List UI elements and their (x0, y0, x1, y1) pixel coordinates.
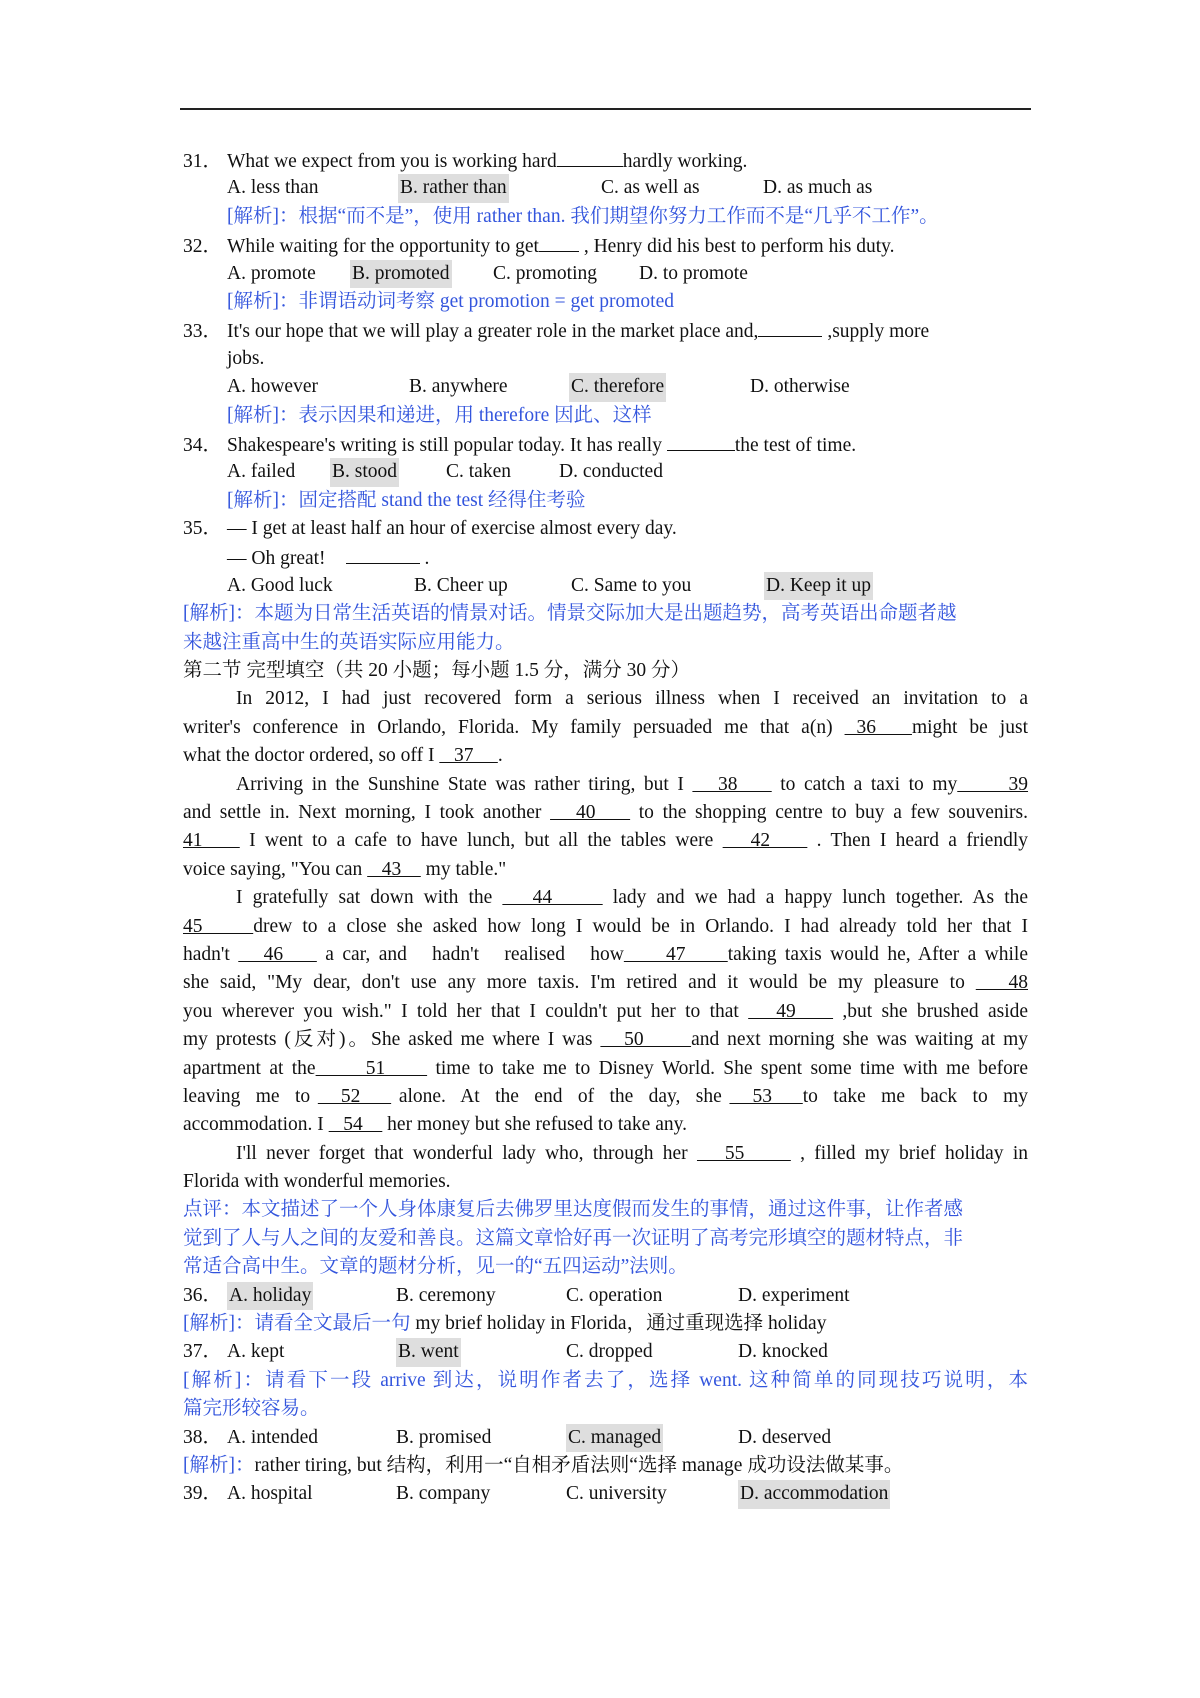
option-c: C. operation (566, 1284, 663, 1306)
question-33-analysis: [解析]：表示因果和递进，用 therefore 因此、这样 (227, 404, 652, 426)
question-number: 39． (183, 1483, 223, 1505)
option-c-correct: C. managed (566, 1424, 663, 1452)
blank-51: 51 (315, 1057, 428, 1079)
blank-52: 52 (317, 1085, 392, 1107)
passage-line: voice saying, "You can 43 my table." (183, 858, 507, 880)
blank-39: 39 (957, 773, 1029, 795)
blank-54: 54 (328, 1114, 383, 1136)
passage-line: 45 drew to a close she asked how long I would be in Orlando. I had already told her that I (183, 915, 1028, 937)
answer-blank (758, 316, 822, 337)
option-d: D. experiment (738, 1284, 850, 1306)
option-b-correct: B. went (396, 1338, 461, 1366)
question-37-analysis-line2: 篇完形较容易。 (183, 1398, 320, 1420)
option-b: B. anywhere (409, 376, 508, 398)
option-b: B. promised (396, 1426, 492, 1448)
option-d: D. as much as (763, 177, 873, 199)
passage-line: what the doctor ordered, so off I 37 . (183, 745, 503, 767)
blank-37: 37 (439, 745, 498, 767)
option-a: A. however (227, 376, 318, 398)
blank-43: 43 (367, 858, 421, 880)
passage-line: leaving me to 52 alone. At the end of the day, she 53 to take me back to my (183, 1085, 1028, 1107)
blank-48: 48 (975, 972, 1029, 994)
passage-line: In 2012, I had just recovered form a serious illness when I received an invitation to a (236, 688, 1028, 710)
blank-49: 49 (748, 1000, 834, 1022)
blank-55: 55 (696, 1142, 791, 1164)
question-35-line1: 35． — I get at least half an hour of exercise almost every day. (183, 518, 677, 540)
question-35-analysis-line2: 来越注重高中生的英语实际应用能力。 (183, 631, 515, 653)
question-37-analysis-line1: [解析]：请看下一段 arrive 到达，说明作者去了，选择 went. 这种简单的同现技巧说明，本 (183, 1369, 1028, 1391)
option-c: C. as well as (601, 177, 700, 199)
comment-line: 点评：本文描述了一个人身体康复后去佛罗里达度假而发生的事情，通过这件事，让作者感 (183, 1199, 964, 1221)
question-34-stem: 34． Shakespeare's writing is still popular today. It has really the test of time. (183, 430, 1028, 458)
answer-blank (539, 231, 579, 252)
passage-line: writer's conference in Orlando, Florida. My family persuaded me that a(n) 36 might be just (183, 716, 1028, 738)
option-a-correct: A. holiday (227, 1282, 313, 1310)
blank-36: 36 (844, 716, 912, 738)
passage-line: my protests (反对)。She asked me where I was 50 and next morning she was waiting at my (183, 1029, 1029, 1051)
comment-line: 常适合高中生。文章的题材分析，见一的“五四运动”法则。 (183, 1256, 688, 1278)
option-d: D. to promote (639, 262, 748, 284)
option-b: B. Cheer up (414, 574, 508, 596)
question-35-line2: — Oh great! . (183, 543, 1028, 571)
blank-45: 45 (183, 915, 254, 937)
passage-line: she said, "My dear, don't use any more taxis. I'm retired and it would be my pleasure to 48 (183, 972, 1029, 994)
option-c: C. Same to you (571, 574, 692, 596)
passage-line: Arriving in the Sunshine State was rather tiring, but I 38 to catch a taxi to my 39 (236, 773, 1029, 795)
blank-44: 44 (502, 887, 603, 909)
question-31-analysis: [解析]：根据“而不是”，使用 rather than. 我们期望你努力工作而不是“几乎不工作”。 (227, 205, 939, 227)
passage-line: I gratefully sat down with the 44 lady and we had a happy lunch together. As the (236, 887, 1029, 909)
question-38-analysis: [解析]：rather tiring, but 结构，利用一“自相矛盾法则“选择 manage 成功设法做某事。 (183, 1454, 904, 1476)
question-34-analysis: [解析]：固定搭配 stand the test 经得住考验 (227, 489, 586, 511)
option-b-correct: B. rather than (398, 174, 509, 202)
question-32-analysis: [解析]：非谓语动词考察 get promotion = get promoted (227, 290, 674, 312)
question-36-options (183, 1282, 1028, 1310)
option-c-correct: C. therefore (569, 373, 666, 401)
blank-38: 38 (692, 773, 772, 795)
passage-line: and settle in. Next morning, I took another 40 to the shopping centre to buy a few souvenirs. (183, 801, 1029, 823)
option-b-correct: B. promoted (350, 260, 452, 288)
option-c: C. university (566, 1483, 667, 1505)
question-31-options (183, 174, 1028, 202)
blank-40: 40 (550, 801, 631, 823)
option-d-correct: D. Keep it up (764, 572, 873, 600)
question-33-stem-cont: jobs. (227, 347, 265, 369)
question-number: 38． (183, 1426, 223, 1448)
option-a: A. failed (227, 461, 296, 483)
comment-line: 觉到了人与人之间的友爱和善良。这篇文章恰好再一次证明了高考完形填空的题材特点，非 (183, 1227, 964, 1249)
blank-50: 50 (600, 1029, 692, 1051)
option-b: B. company (396, 1483, 491, 1505)
blank-41: 41 (183, 830, 240, 852)
question-35-options (183, 572, 1028, 600)
option-d: D. knocked (738, 1341, 828, 1363)
question-33-options (183, 373, 1028, 401)
answer-blank (557, 146, 623, 167)
question-33-stem: 33． It's our hope that we will play a greater role in the market place and, ,supply more (183, 316, 1028, 344)
question-31-stem: 31． What we expect from you is working hard hardly working. (183, 146, 1028, 174)
question-32-stem: 32． While waiting for the opportunity to get , Henry did his best to perform his duty. (183, 231, 1028, 259)
blank-53: 53 (729, 1085, 803, 1107)
header-rule (180, 108, 1031, 110)
option-a: A. Good luck (227, 574, 333, 596)
passage-line: 41 I went to a cafe to have lunch, but all the tables were 42 . Then I heard a friendly (183, 830, 1029, 852)
option-b: B. ceremony (396, 1284, 496, 1306)
option-a: A. promote (227, 262, 316, 284)
blank-47: 47 (623, 943, 728, 965)
passage-line: you wherever you wish." I told her that I couldn't put her to that 49 ,but she brushed aside (183, 1000, 1029, 1022)
question-number: 36． (183, 1284, 223, 1306)
answer-blank (346, 543, 420, 564)
question-38-options (183, 1424, 1028, 1452)
question-number: 37． (183, 1341, 223, 1363)
passage-line: accommodation. I 54 her money but she refused to take any. (183, 1114, 687, 1136)
section-heading: 第二节 完型填空（共 20 小题；每小题 1.5 分，满分 30 分） (183, 660, 691, 682)
question-36-analysis: [解析]：请看全文最后一句 my brief holiday in Florida，通过重现选择 holiday (183, 1313, 827, 1335)
option-a: A. intended (227, 1426, 318, 1448)
question-32-options (183, 260, 1028, 288)
question-39-options (183, 1480, 1028, 1508)
option-d: D. otherwise (750, 376, 850, 398)
option-a: A. less than (227, 177, 319, 199)
option-c: C. promoting (493, 262, 598, 284)
document-body (183, 146, 1028, 1509)
question-37-options (183, 1338, 1028, 1366)
option-c: C. taken (446, 461, 511, 483)
option-b-correct: B. stood (330, 458, 399, 486)
passage-line: I'll never forget that wonderful lady who, through her 55 , filled my brief holiday in (236, 1142, 1029, 1164)
question-35-analysis-line1: [解析]：本题为日常生活英语的情景对话。情景交际加大是出题趋势，高考英语出命题者越 (183, 603, 957, 625)
option-d: D. deserved (738, 1426, 832, 1448)
option-d-correct: D. accommodation (738, 1480, 890, 1508)
question-34-options (183, 458, 1028, 486)
passage-line: apartment at the 51 time to take me to Disney World. She spent some time with me before (183, 1057, 1029, 1079)
passage-line: Florida with wonderful memories. (183, 1171, 451, 1193)
option-d: D. conducted (559, 461, 663, 483)
option-a: A. hospital (227, 1483, 313, 1505)
option-c: C. dropped (566, 1341, 653, 1363)
answer-blank (667, 430, 735, 451)
blank-42: 42 (722, 830, 808, 852)
option-a: A. kept (227, 1341, 285, 1363)
passage-line: hadn't 46 a car, and hadn't realised how 47 taking taxis would he, After a while (183, 943, 1029, 965)
blank-46: 46 (238, 943, 317, 965)
